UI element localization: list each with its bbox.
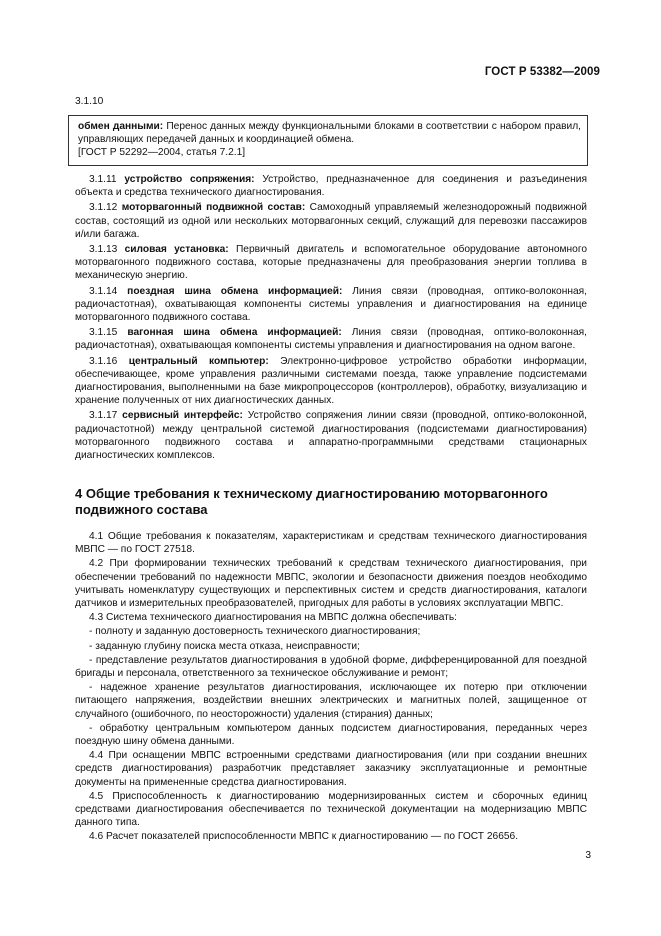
- definition-text: Линия связи (проводная, оптико-волоконная, радиочастотная), охватывающая компоненты системы управления и диагностирования на одном вагоне.: [75, 327, 587, 352]
- definition-item: [75, 201, 587, 241]
- list-item: - полноту и заданную достоверность технического диагностирования;: [89, 626, 421, 638]
- definition-item: [75, 243, 587, 283]
- term: вагонная шина обмена информацией:: [127, 327, 342, 339]
- term: сервисный интерфейс:: [122, 410, 243, 422]
- list-item: - представление результатов диагностирования в удобной форме, дифференцированной для поездной бригады и персонала, ответственного за техническое обслуживание и ремонт;: [75, 654, 587, 680]
- clause-number: 3.1.16: [89, 355, 118, 367]
- paragraph-4-6: 4.6 Расчет показателей приспособленности МВПС к диагностированию — по ГОСТ 26656.: [89, 831, 519, 843]
- list-item: - заданную глубину поиска места отказа, неисправности;: [89, 640, 360, 652]
- paragraph-4-5: 4.5 Приспособленность к диагностированию модернизированных систем и сборочных единиц средствами диагностирования обеспечивается по технической документации на модернизацию МВПС данного типа.: [75, 790, 587, 829]
- definition-item: [75, 355, 587, 408]
- definition-text: Устройство сопряжения линии связи (проводной, оптико-волоконной, радиочастотной) между центральной системой диагностирования (подсистемами диагностирования) моторвагонного подвижного состава и аппаратно-программными средствами стационарных диагностических комплексов.: [75, 410, 587, 462]
- section-4-body: [75, 530, 587, 845]
- section-4-heading: 4 Общие требования к техническому диагностированию моторвагонного подвижного состава: [75, 486, 548, 517]
- definition-3-1-10: [78, 120, 581, 146]
- term: центральный компьютер:: [128, 355, 269, 367]
- standard-number: ГОСТ Р 53382—2009: [484, 66, 600, 78]
- term: устройство сопряжения:: [124, 174, 255, 185]
- definition-item: [75, 285, 587, 325]
- term: моторвагонный подвижной состав:: [121, 202, 306, 214]
- clause-number: 3.1.12: [89, 202, 118, 214]
- list-item: - обработку центральным компьютером данных подсистем диагностирования, переданных через поездную шину обмена данными.: [75, 722, 587, 748]
- paragraph-4-1: 4.1 Общие требования к показателям, характеристикам и средствам технического диагностирования МВПС — по ГОСТ 27518.: [75, 531, 587, 556]
- definition-text: Электронно-цифровое устройство обработки информации, обеспечивающее, кроме управления различными системами поезда, также управление подсистемами диагностирования, выполненными на базе микропроцессоров (контроллеров), обработку, визуализацию и хранение полученных от них диагностических данных.: [75, 355, 587, 407]
- definition-text: Самоходный управляемый железнодорожный подвижной состав, состоящий из одной или нескольких моторвагонных секций, служащий для перевозки пассажиров и/или багажа.: [75, 202, 587, 240]
- term: поездная шина обмена информацией:: [127, 285, 343, 297]
- list-item: - надежное хранение результатов диагностирования, исключающее их потерю при отключении питающего напряжения, воздействии внешних электрических и магнитных полей, защищенное от случайного (ошибочного, по неосторожности) удаления (стирания) данных;: [75, 682, 587, 720]
- definition-item: [75, 173, 587, 199]
- definition-text: Устройство, предназначенное для соединения и разъединения объекта и средства технического диагностирования.: [75, 174, 587, 199]
- clause-number-3-1-10: 3.1.10: [75, 96, 104, 107]
- term-3-1-10: обмен данными:: [78, 121, 164, 132]
- clause-number: 3.1.15: [89, 327, 118, 339]
- page-number: 3: [585, 850, 591, 861]
- clause-number: 3.1.14: [89, 285, 118, 297]
- paragraph-4-2: 4.2 При формировании технических требований к средствам технического диагностирования, при обеспечении требований по надежности МВПС, экологии и безопасности движения поездов необходимо учитывать номенклатуру существующих и перспективных систем и средств диагностирования, каталоги датчиков и измерительных преобразователей, пригодных для работы в условиях эксплуатации МВПС.: [75, 558, 587, 610]
- paragraph-4-4: 4.4 При оснащении МВПС встроенными средствами диагностирования (или при создании внешних средств диагностирования) разработчик представляет заказчику эксплуатационные и ремонтные документы на примененные средства диагностирования.: [75, 750, 587, 788]
- term: силовая установка:: [124, 244, 229, 256]
- definition-item: [75, 409, 587, 462]
- clause-number: 3.1.11: [89, 174, 117, 185]
- definition-source-reference: [ГОСТ Р 52292—2004, статья 7.2.1]: [78, 147, 246, 159]
- definition-item: [75, 326, 587, 352]
- definitions-list: [75, 173, 587, 464]
- clause-number: 3.1.17: [89, 410, 118, 422]
- paragraph-4-3: 4.3 Система технического диагностирования на МВПС должна обеспечивать:: [89, 612, 457, 624]
- definition-text-3-1-10: Перенос данных между функциональными блоками в соответствии с набором правил, управляющих передачей данных и координацией обмена.: [78, 121, 581, 146]
- definition-text: Линия связи (проводная, оптико-волоконная, радиочастотная), охватывающая компоненты системы управления и диагностирования на единице моторвагонного подвижного состава.: [75, 285, 587, 324]
- quoted-definition-box: [68, 115, 588, 166]
- clause-number: 3.1.13: [89, 244, 118, 256]
- definition-text: Первичный двигатель и вспомогательное оборудование автономного моторвагонного подвижного состава, которые предназначены для преобразования энергии топлива в механическую энергию.: [75, 244, 587, 282]
